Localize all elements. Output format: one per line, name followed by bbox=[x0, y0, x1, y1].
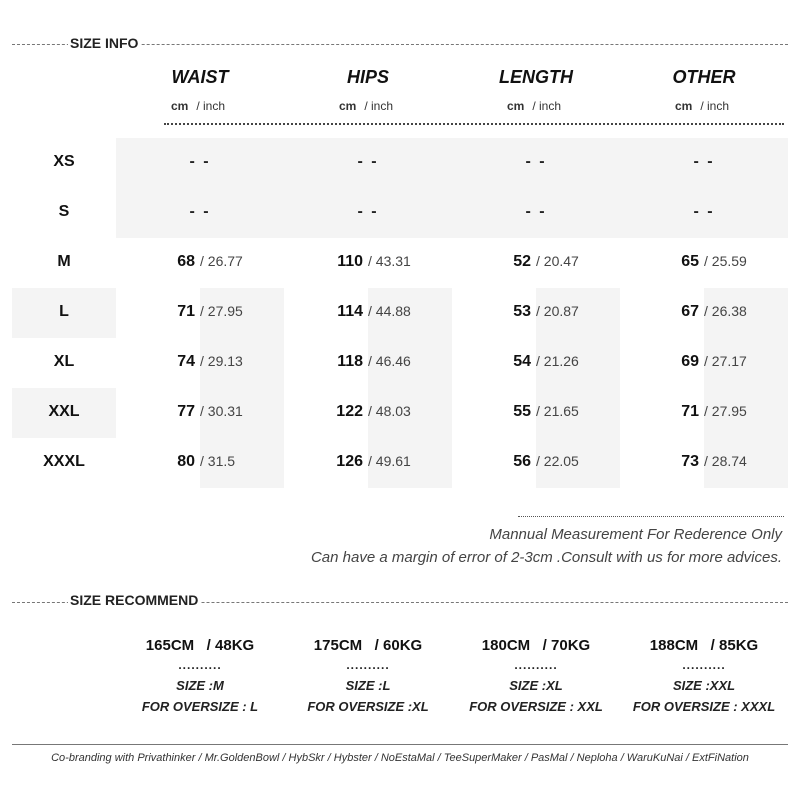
column-header-length: LENGTH bbox=[499, 67, 573, 87]
column-header-other: OTHER bbox=[672, 67, 736, 87]
unit-label-other: cm / inch bbox=[675, 99, 730, 113]
table-cell: 67 / 26.38 bbox=[681, 303, 747, 320]
size-label-xs: XS bbox=[53, 153, 75, 170]
note-dotted-divider bbox=[518, 516, 784, 517]
table-cell: - - bbox=[357, 153, 379, 170]
table-cell: 73 / 28.74 bbox=[681, 453, 747, 470]
recommend-item: 188CM / 85KG .......... SIZE :XXL FOR OVERSIZE : XXXL bbox=[632, 637, 776, 714]
table-cell: 71 / 27.95 bbox=[681, 403, 747, 420]
table-cell: 114 / 44.88 bbox=[337, 303, 411, 320]
co-branding-footer: Co-branding with Privathinker / Mr.GoldenBowl / HybSkr / Hybster / NoEstaMal / TeeSuperMaker / PasMal / Neploha / WaruKuNai / ExtFiNation bbox=[12, 744, 788, 764]
unit-label-waist: cm / inch bbox=[171, 99, 226, 113]
table-cell: 126 / 49.61 bbox=[336, 453, 411, 470]
table-cell: 80 / 31.5 bbox=[177, 453, 236, 470]
table-cell: 74 / 29.13 bbox=[177, 353, 243, 370]
table-cell: - - bbox=[525, 153, 547, 170]
size-info-title: SIZE INFO bbox=[70, 35, 139, 51]
table-cell: - - bbox=[357, 203, 379, 220]
table-cell: 54 / 21.26 bbox=[513, 353, 579, 370]
table-cell: - - bbox=[693, 203, 715, 220]
column-header-waist: WAIST bbox=[171, 67, 229, 87]
table-cell: - - bbox=[189, 203, 211, 220]
size-label-xxxl: XXXL bbox=[43, 453, 85, 470]
table-cell: - - bbox=[525, 203, 547, 220]
table-cell: 53 / 20.87 bbox=[513, 303, 579, 320]
table-cell: 69 / 27.17 bbox=[681, 353, 747, 370]
size-label-l: L bbox=[59, 303, 69, 320]
table-cell: - - bbox=[693, 153, 715, 170]
table-cell: 56 / 22.05 bbox=[513, 453, 579, 470]
margin-note: Can have a margin of error of 2-3cm .Consult with us for more advices. bbox=[310, 549, 782, 566]
recommend-item: 180CM / 70KG .......... SIZE :XL FOR OVERSIZE : XXL bbox=[469, 637, 603, 714]
recommend-item: 165CM / 48KG .......... SIZE :M FOR OVERSIZE : L bbox=[141, 637, 259, 714]
table-cell: 118 / 46.46 bbox=[337, 353, 411, 370]
table-cell: 52 / 20.47 bbox=[513, 253, 579, 270]
recommend-item: 175CM / 60KG .......... SIZE :L FOR OVERSIZE :XL bbox=[307, 637, 429, 714]
table-cell: 122 / 48.03 bbox=[336, 403, 411, 420]
size-label-s: S bbox=[58, 203, 70, 220]
size-label-xxl: XXL bbox=[48, 403, 80, 420]
size-recommend-title: SIZE RECOMMEND bbox=[70, 592, 199, 608]
unit-label-hips: cm / inch bbox=[339, 99, 394, 113]
table-cell: 110 / 43.31 bbox=[337, 253, 411, 270]
table-cell: - - bbox=[189, 153, 211, 170]
header-dotted-divider bbox=[164, 123, 784, 125]
table-cell: 71 / 27.95 bbox=[177, 303, 243, 320]
size-label-m: M bbox=[57, 253, 71, 270]
size-label-xl: XL bbox=[53, 353, 75, 370]
table-cell: 77 / 30.31 bbox=[177, 403, 243, 420]
table-cell: 55 / 21.65 bbox=[513, 403, 579, 420]
table-cell: 65 / 25.59 bbox=[681, 253, 747, 270]
unit-label-length: cm / inch bbox=[507, 99, 562, 113]
table-cell: 68 / 26.77 bbox=[177, 253, 243, 270]
measurement-note: Mannual Measurement For Rederence Only bbox=[489, 526, 782, 543]
column-header-hips: HIPS bbox=[346, 67, 389, 87]
